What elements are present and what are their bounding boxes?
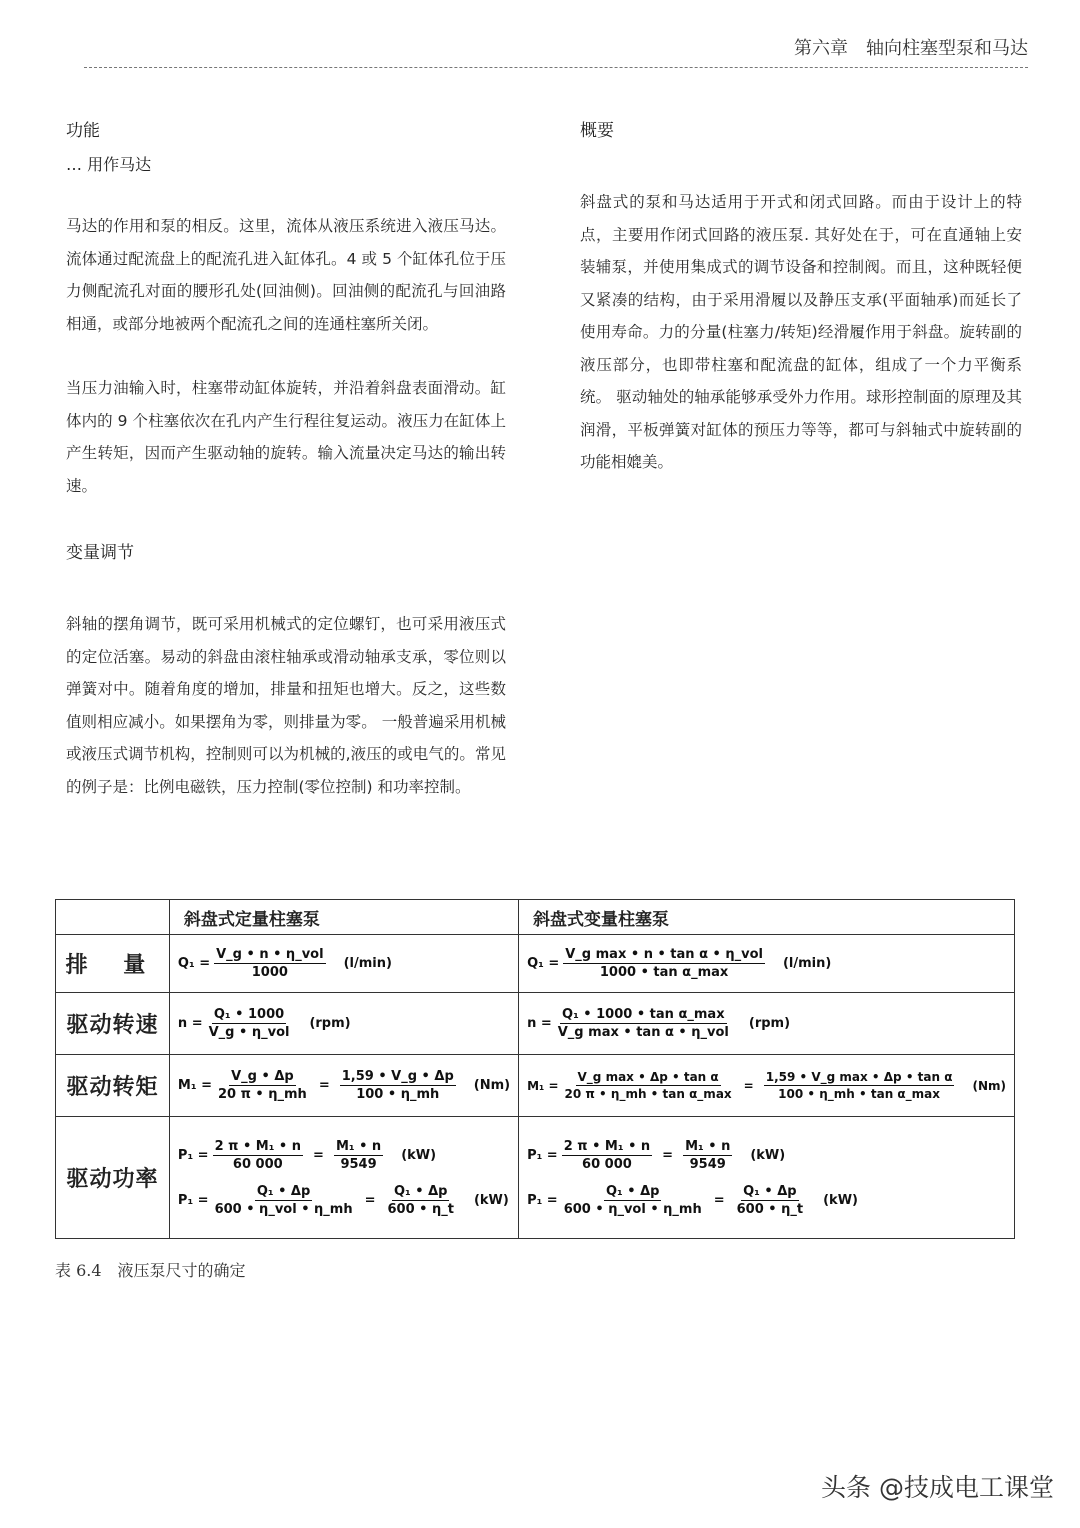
formula-denominator: 600 • η_vol • η_mh	[214, 1201, 353, 1217]
overview-heading: 概要	[580, 121, 614, 141]
formula-denominator: 100 • η_mh	[356, 1087, 440, 1102]
formula-denominator: 20 π • η_mh • tan α_max	[564, 1087, 732, 1101]
formula-numerator: 2 π • M₁ • n	[214, 1138, 302, 1154]
formula-numerator: Q₁ • Δp	[605, 1183, 660, 1199]
table-caption: 表 6.4 液压泵尺寸的确定	[55, 1261, 246, 1280]
formula-numerator: Q₁ • Δp	[256, 1183, 311, 1199]
header-divider	[84, 67, 1028, 68]
cell-variable-torque	[519, 1055, 1015, 1117]
formula-denominator: 60 000	[232, 1156, 283, 1172]
right-column	[580, 118, 1022, 479]
formula-lhs: P₁ =	[177, 1192, 209, 1208]
chapter-title: 第六章 轴向柱塞型泵和马达	[794, 38, 1028, 59]
formula-lhs: P₁ =	[177, 1147, 209, 1163]
formula-numerator: Q₁ • Δp	[743, 1183, 797, 1199]
formula-denominator: 100 • η_mh • tan α_max	[778, 1087, 941, 1101]
formula-unit: (rpm)	[309, 1016, 351, 1031]
formula-unit: (kW)	[473, 1192, 509, 1208]
formula-numerator: V_g • n • η_vol	[216, 947, 324, 962]
cell-fixed-power	[169, 1117, 518, 1239]
table-header-row	[56, 900, 1015, 935]
formula-numerator: 2 π • M₁ • n	[563, 1138, 651, 1154]
formula-denominator: 600 • η_t	[387, 1201, 454, 1217]
formula-denominator: 9549	[340, 1156, 377, 1172]
row-label-speed: 驱动转速	[56, 993, 170, 1055]
motor-paragraph-2: 当压力油输入时，柱塞带动缸体旋转，并沿着斜盘表面滑动。缸体内的 9 个柱塞依次在孔内产生行程往复运动。液压力在缸体上产生转矩，因而产生驱动轴的旋转。输入流量决定马达的输出转速。	[66, 379, 506, 495]
table-row	[56, 993, 1015, 1055]
formula-denominator: V_g • η_vol	[208, 1025, 290, 1040]
row-label-displacement: 排 量	[56, 935, 170, 993]
equals-sign: =	[318, 1078, 330, 1093]
equals-sign: =	[313, 1147, 324, 1163]
formula-numerator: 1,59 • V_g • Δp	[341, 1069, 454, 1084]
formula-unit: (l/min)	[343, 956, 392, 971]
pump-sizing-table	[55, 899, 1015, 1239]
formula-numerator: V_g max • n • tan α • η_vol	[565, 947, 763, 962]
equals-sign: =	[713, 1192, 725, 1208]
formula-denominator: 1000 • tan α_max	[599, 965, 729, 980]
formula-denominator: 600 • η_t	[736, 1201, 804, 1217]
formula-numerator: Q₁ • 1000	[213, 1007, 285, 1022]
formula-denominator: 60 000	[582, 1156, 632, 1172]
formula-denominator: 20 π • η_mh	[217, 1087, 307, 1102]
formula-denominator: 9549	[689, 1156, 726, 1172]
function-heading: 功能	[66, 121, 100, 141]
formula-lhs: n =	[527, 1016, 552, 1031]
formula-lhs: M₁ =	[177, 1078, 212, 1093]
overview-paragraph: 斜盘式的泵和马达适用于开式和闭式回路。而由于设计上的特点，主要用作闭式回路的液压泵. 其好处在于，可在直通轴上安装辅泵，并使用集成式的调节设备和控制阀。而且，这种既轻便又紧凑的结构，由于采用滑履以及静压支承(平面轴承)而延长了使用寿命。力的分量(柱塞力/转矩)经滑履作用于斜盘。旋转副的液压部分，也即带柱塞和配流盘的缸体，组成了一个力平衡系统。 驱动轴处的轴承能够承受外力作用。球形控制面的原理及其润滑，平板弹簧对缸体的预压力等等，都可与斜轴式中旋转副的功能相媲美。	[580, 193, 1022, 471]
watermark: 头条 @技成电工课堂	[821, 1473, 1054, 1502]
formula-lhs: P₁ =	[527, 1147, 558, 1163]
table-row	[56, 1055, 1015, 1117]
variable-paragraph: 斜轴的摆角调节，既可采用机械式的定位螺钉，也可采用液压式的定位活塞。易动的斜盘由滚柱轴承或滑动轴承支承，零位则以弹簧对中。随着角度的增加，排量和扭矩也增大。反之，这些数值则相应减小。如果摆角为零，则排量为零。 一般普遍采用机械或液压式调节机构，控制则可以为机械的,液压的或电气的。常见的例子是：比例电磁铁，压力控制(零位控制) 和功率控制。	[66, 615, 506, 796]
formula-denominator: 600 • η_vol • η_mh	[563, 1201, 702, 1217]
formula-numerator: V_g • Δp	[231, 1069, 294, 1084]
formula-numerator: V_g max • Δp • tan α	[577, 1070, 719, 1084]
table-corner	[56, 900, 170, 935]
formula-unit: (kW)	[750, 1147, 786, 1163]
formula-unit: (Nm)	[473, 1078, 511, 1093]
row-label-torque: 驱动转矩	[56, 1055, 170, 1117]
formula-numerator: M₁ • n	[335, 1138, 382, 1154]
formula-lhs: n =	[177, 1016, 203, 1031]
cell-variable-displacement	[519, 935, 1015, 993]
formula-unit: (rpm)	[748, 1016, 791, 1031]
variable-heading: 变量调节	[66, 543, 134, 563]
table-row	[56, 1117, 1015, 1239]
cell-fixed-displacement	[169, 935, 518, 993]
cell-variable-speed	[519, 993, 1015, 1055]
formula-unit: (Nm)	[972, 1078, 1006, 1093]
equals-sign: =	[743, 1078, 754, 1093]
formula-lhs: Q₁ =	[177, 956, 211, 971]
formula-numerator: M₁ • n	[685, 1138, 731, 1154]
formula-lhs: P₁ =	[527, 1192, 558, 1208]
formula-denominator: 1000	[251, 965, 288, 980]
formula-unit: (l/min)	[782, 956, 832, 971]
formula-lhs: M₁ =	[527, 1078, 559, 1093]
formula-lhs: Q₁ =	[527, 956, 560, 971]
formula-unit: (kW)	[823, 1192, 858, 1208]
equals-sign: =	[364, 1192, 376, 1208]
col-variable-header: 斜盘式变量柱塞泵	[519, 900, 1015, 935]
cell-fixed-speed	[169, 993, 518, 1055]
cell-variable-power	[519, 1117, 1015, 1239]
formula-numerator: 1,59 • V_g max • Δp • tan α	[765, 1070, 953, 1084]
cell-fixed-torque	[169, 1055, 518, 1117]
formula-numerator: Q₁ • Δp	[393, 1183, 448, 1199]
row-label-power: 驱动功率	[56, 1117, 170, 1239]
motor-paragraph-1: 马达的作用和泵的相反。这里，流体从液压系统进入液压马达。流体通过配流盘上的配流孔进入缸体孔。4 或 5 个缸体孔位于压力侧配流孔对面的腰形孔处(回油侧)。回油侧的配流孔与回油路相通，或部分地被两个配流孔之间的连通柱塞所关闭。	[66, 217, 506, 333]
formula-unit: (kW)	[401, 1147, 437, 1163]
formula-numerator: Q₁ • 1000 • tan α_max	[562, 1007, 725, 1022]
col-fixed-header: 斜盘式定量柱塞泵	[169, 900, 518, 935]
function-item: … 用作马达	[66, 155, 152, 174]
equals-sign: =	[662, 1147, 674, 1163]
table-row	[56, 935, 1015, 993]
formula-denominator: V_g max • tan α • η_vol	[557, 1025, 729, 1040]
left-column	[66, 118, 506, 803]
